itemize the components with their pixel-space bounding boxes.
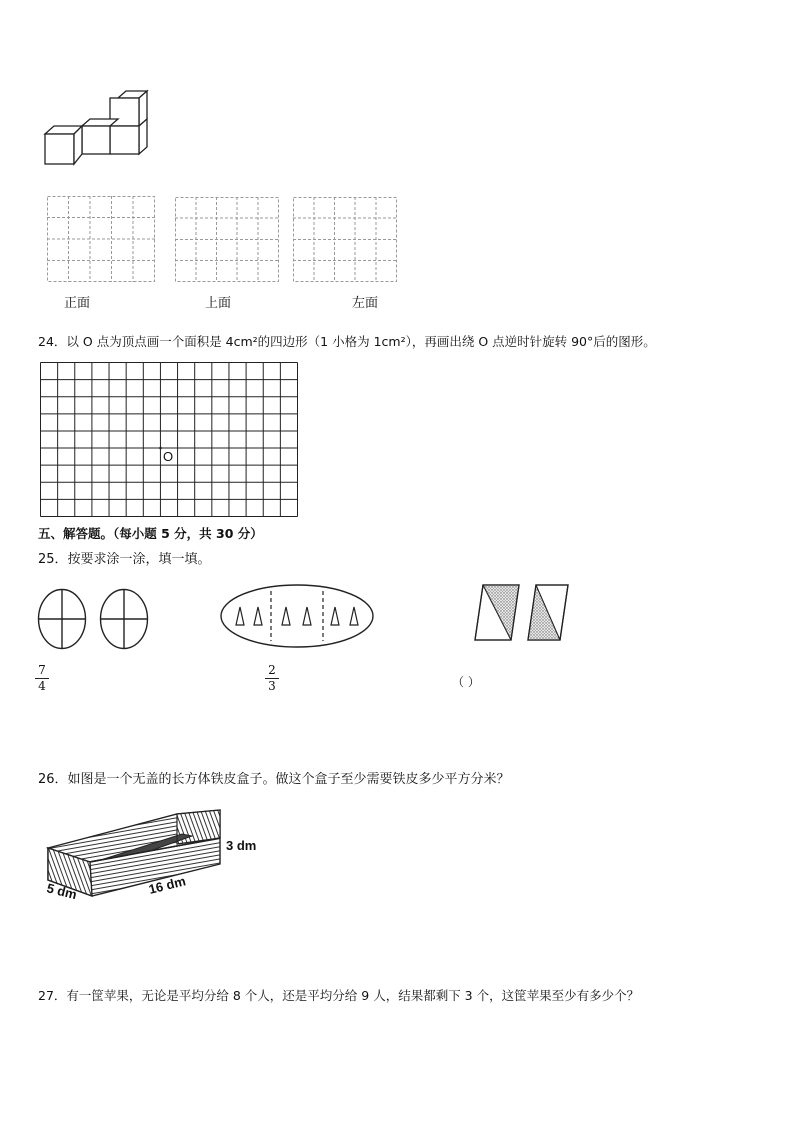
fraction-1-denominator: 4 (38, 679, 46, 693)
left-view-label: 左面 (352, 296, 379, 311)
open-box-figure (42, 804, 272, 904)
fraction-2-numerator: 2 (268, 663, 276, 677)
point-o-label: O (163, 449, 174, 464)
fraction-2-denominator: 3 (268, 679, 276, 693)
left-view-grid[interactable] (293, 197, 397, 282)
question-25-text: 25．按要求涂一涂，填一填。 (38, 552, 211, 567)
top-view-grid[interactable] (175, 197, 279, 282)
point-o-marker (159, 447, 162, 450)
question-27-text: 27．有一筐苹果，无论是平均分给 8 个人，还是平均分给 9 人，结果都剩下 3 个，这筐苹果至少有多少个？ (38, 988, 640, 1003)
length-label: 16 dm (147, 873, 188, 897)
fraction-seven-fourths (35, 664, 49, 693)
question-26-text: 26．如图是一个无盖的长方体铁皮盒子。做这个盒子至少需要铁皮多少平方分米？ (38, 772, 510, 787)
rotation-grid[interactable] (40, 362, 298, 517)
front-view-label: 正面 (64, 296, 91, 311)
quartered-circles[interactable] (36, 587, 152, 651)
height-label: 3 dm (226, 838, 257, 853)
section-5-heading: 五、解答题。（每小题 5 分，共 30 分） (38, 526, 263, 541)
fraction-1-numerator: 7 (38, 663, 46, 677)
width-label: 5 dm (45, 880, 79, 903)
answer-blank[interactable]: （ ） (452, 675, 480, 689)
front-view-grid[interactable] (47, 196, 155, 282)
top-view-label: 上面 (205, 296, 232, 311)
shaded-parallelograms (470, 580, 572, 644)
fraction-two-thirds (265, 664, 279, 693)
triangle-oval-figure[interactable] (219, 583, 375, 649)
question-24-text: 24．以 O 点为顶点画一个面积是 4cm²的四边形（1 小格为 1cm²），再画出绕 O 点逆时针旋转 90°后的图形。 (38, 334, 656, 349)
cube-stack-figure (40, 88, 155, 168)
